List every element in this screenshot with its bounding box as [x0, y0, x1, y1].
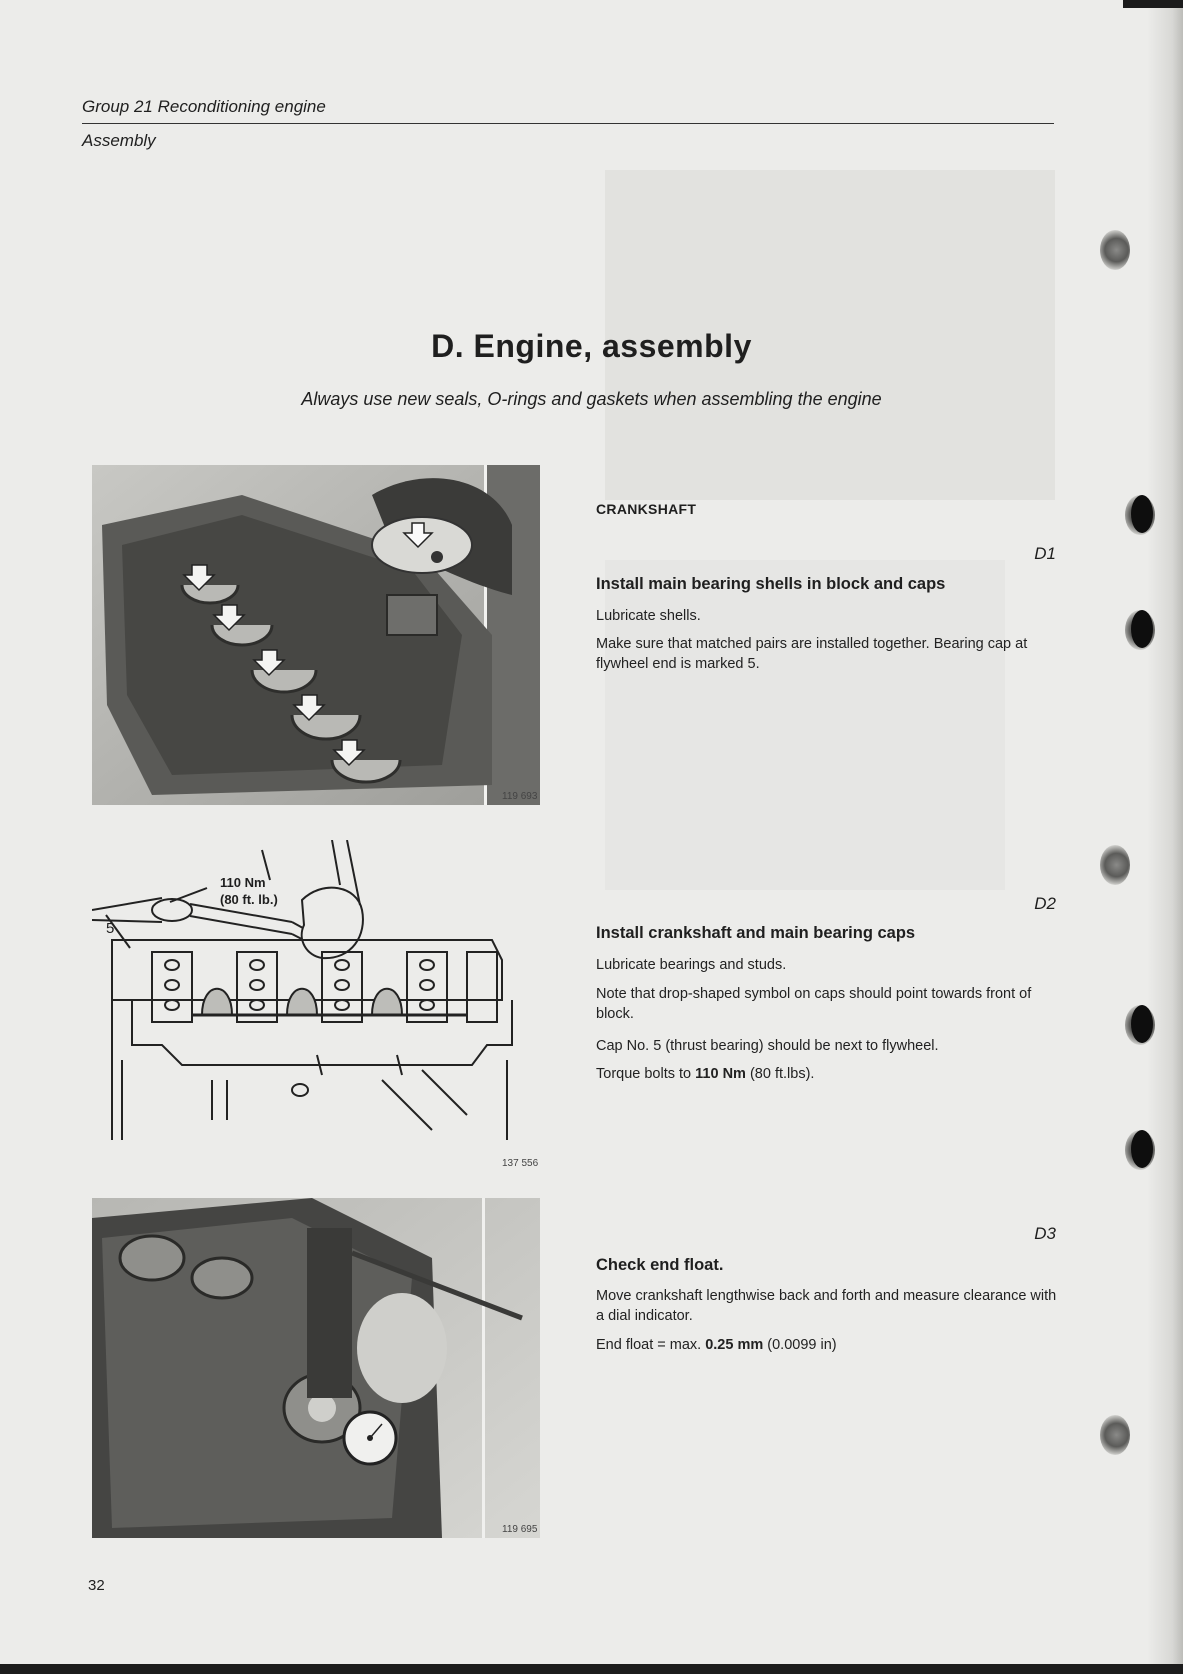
torque-value: 110 Nm [695, 1066, 746, 1082]
header-group-title: Group 21 Reconditioning engine [82, 97, 326, 116]
step-title-d3: Check end float. [596, 1256, 724, 1274]
binder-hole [1100, 230, 1130, 270]
step-text-torque [596, 1064, 1058, 1084]
torque-text-pre: Torque bolts to [596, 1066, 696, 1082]
binder-hole [1100, 845, 1130, 885]
section-label: CRANKSHAFT [596, 501, 697, 517]
end-float-value: 0.25 mm [705, 1337, 764, 1353]
step-title-d1: Install main bearing shells in block and caps [596, 575, 946, 593]
figure-number: 119 695 [502, 1524, 538, 1535]
page-corner [1123, 0, 1183, 8]
cap-callout: 5 [106, 920, 115, 937]
step-text: Lubricate bearings and studs. [596, 957, 787, 973]
page-title: D. Engine, assembly [431, 328, 752, 364]
page-number: 32 [88, 1577, 105, 1594]
binder-hole [1125, 495, 1155, 535]
step-text: Cap No. 5 (thrust bearing) should be next to flywheel. [596, 1038, 939, 1054]
step-text-end-float [596, 1335, 1058, 1355]
torque-text-post: (80 ft.lbs). [745, 1066, 815, 1082]
binder-hole [1125, 1130, 1155, 1170]
figure-bearing-shells-photo [92, 465, 540, 805]
scan-border [0, 1664, 1183, 1674]
header-rule [82, 123, 1054, 124]
binder-hole [1100, 1415, 1130, 1455]
step-number-d1: D1 [1034, 544, 1056, 563]
torque-label-imperial: (80 ft. lb.) [220, 892, 278, 907]
step-number-d3: D3 [1034, 1224, 1056, 1243]
figure-end-float-photo [92, 1198, 540, 1538]
step-text: Make sure that matched pairs are installed together. Bearing cap at flywheel end is marked 5. [596, 636, 1028, 672]
step-title-d2: Install crankshaft and main bearing caps [596, 924, 916, 942]
binder-hole [1125, 610, 1155, 650]
binder-hole [1125, 1005, 1155, 1045]
step-number-d2: D2 [1034, 894, 1056, 913]
torque-label: 110 Nm [220, 875, 266, 890]
end-float-post: (0.0099 in) [763, 1337, 837, 1353]
figure-crankshaft-install-drawing [92, 840, 540, 1169]
figure-number: 137 556 [502, 1158, 539, 1169]
header-subtitle: Assembly [82, 131, 156, 150]
step-text: Lubricate shells. [596, 608, 701, 624]
step-text: Note that drop-shaped symbol on caps should point towards front of block. [596, 986, 1032, 1022]
page-edge [1147, 0, 1183, 1674]
page-subtitle: Always use new seals, O-rings and gaskets when assembling the engine [301, 389, 882, 409]
end-float-pre: End float = max. [596, 1337, 706, 1353]
step-text: Move crankshaft lengthwise back and forth and measure clearance with a dial indicator. [596, 1288, 1057, 1324]
figure-number: 119 693 [502, 791, 538, 802]
